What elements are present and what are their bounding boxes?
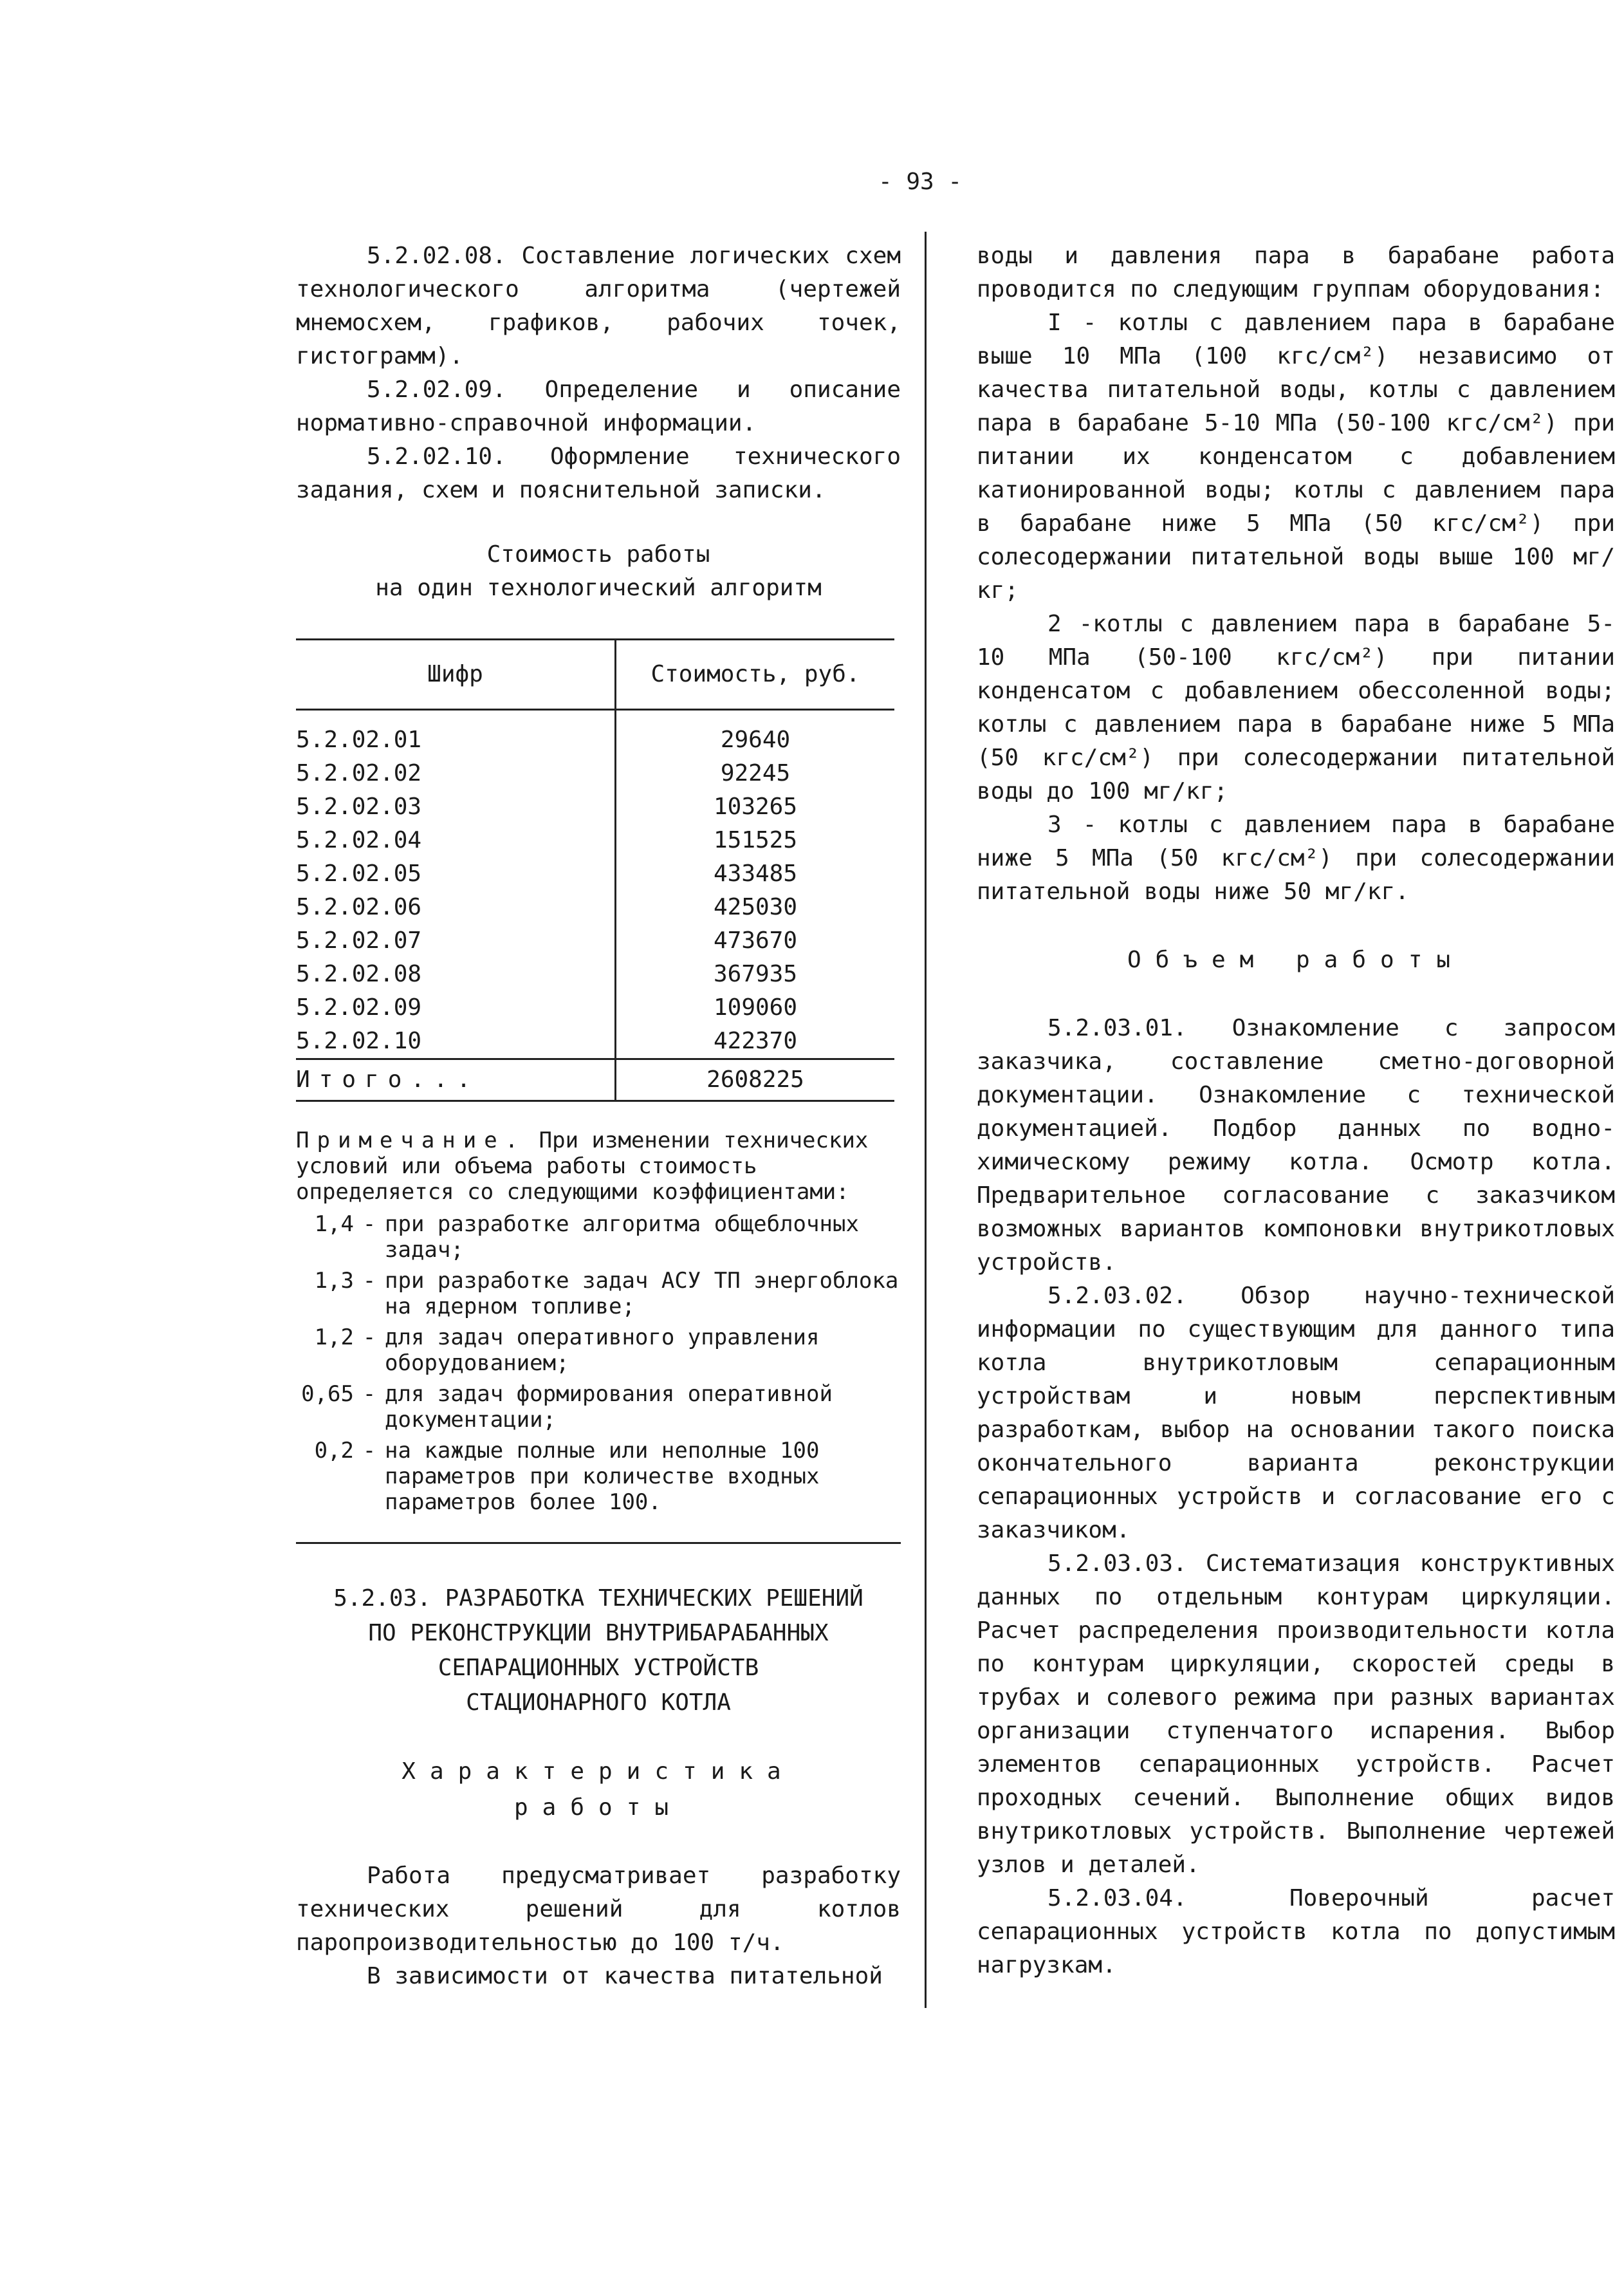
row-value: 425030 (713, 894, 798, 920)
row-value: 367935 (713, 961, 798, 987)
row-code: 5.2.02.05 (296, 857, 616, 891)
coefficient-value: 0,2 (314, 1438, 354, 1464)
equipment-group-3: 3 - котлы с давлением пара в барабане ниже 5 МПа (50 кгс/см²) при солесодержании питательной воды ниже 50 мг/кг. (977, 812, 1615, 905)
row-value: 103265 (713, 794, 798, 820)
row-value: 109060 (713, 994, 798, 1021)
equipment-group-1: I - котлы с давлением пара в барабане выше 10 МПа (100 кгс/см²) независимо от качества питательной воды, котлы с давлением пара в барабане 5-10 МПа (50-100 кгс/см²) при питании их конденсатом с добавлением катионированной воды; котлы с давлением пара в барабане ниже 5 МПа (50 кгс/см²) при солесодержании питательной воды выше 100 мг/кг; (977, 310, 1615, 604)
horizontal-rule (296, 1542, 901, 1544)
row-code: 5.2.02.03 (296, 790, 616, 824)
coefficient-value: 0,65 (301, 1381, 354, 1407)
note-intro (296, 1128, 901, 1205)
row-code: 5.2.02.04 (296, 824, 616, 857)
table-caption-line-2: на один технологический алгоритм (375, 575, 822, 601)
work-item-5-2-03-03: 5.2.03.03. Систематизация конструктивных данных по отдельным контурам циркуляции. Расчет распределения производительности котла по контурам циркуляции, скоростей среды в трубах и солевого режима при разных вариантах организации ступенчатого испарения. Выбор элементов сепарационных устройств. Расчет проходных сечений. Выполнение общих видов внутрикотловых устройств. Выполнение чертежей узлов и деталей. (977, 1550, 1615, 1878)
row-code: 5.2.02.07 (296, 924, 616, 958)
table-row (296, 757, 894, 790)
table-row (296, 857, 894, 891)
row-value: 92245 (720, 760, 791, 786)
work-item-5-2-03-02: 5.2.03.02. Обзор научно-технической информации по существующим для данного типа котла внутрикотловым сепарационным устройствам и новым перспективным разработкам, выбор на основании такого поиска окончательного варианта реконструкции сепарационных устройств и согласование его с заказчиком. (977, 1283, 1615, 1543)
column-divider (925, 232, 927, 2008)
dash: - (362, 1438, 376, 1464)
total-label: Итого... (296, 1059, 616, 1101)
row-code: 5.2.02.08 (296, 958, 616, 991)
coefficient-text: при разработке задач АСУ ТП энергоблока на ядерном топливе; (385, 1268, 899, 1319)
dash: - (362, 1381, 376, 1407)
note-coefficient-item (296, 1211, 901, 1263)
note-coefficient-item (296, 1438, 901, 1515)
subheading-line-2: работы (513, 1794, 683, 1821)
row-code: 5.2.02.02 (296, 757, 616, 790)
paragraph-5-2-02-10: 5.2.02.10. Оформление технического задания, схем и пояснительной записки. (296, 443, 901, 503)
subheading-line-1: Характеристика (401, 1758, 795, 1785)
table-caption-line-1: Стоимость работы (486, 541, 710, 568)
section-title-line-3: СЕПАРАЦИОННЫХ УСТРОЙСТВ (438, 1655, 759, 1681)
table-row (296, 1025, 894, 1059)
row-code: 5.2.02.06 (296, 891, 616, 924)
table-row (296, 710, 894, 757)
table-row (296, 991, 894, 1025)
paragraph-continuation: воды и давления пара в барабане работа проводится по следующим группам оборудования: (977, 243, 1615, 302)
table-total-row (296, 1059, 894, 1101)
table-row (296, 958, 894, 991)
row-value: 433485 (713, 860, 798, 887)
row-value: 473670 (713, 927, 798, 954)
dash: - (362, 1324, 376, 1350)
row-value: 29640 (720, 727, 791, 753)
coefficient-text: для задач оперативного управления оборудованием; (385, 1324, 820, 1376)
subheading-characteristic (296, 1754, 901, 1826)
paragraph-work-description: Работа предусматривает разработку технических решений для котлов паропроизводительностью до 100 т/ч. (296, 1863, 901, 1956)
left-column (296, 239, 901, 1993)
coefficient-value: 1,2 (314, 1324, 354, 1350)
row-code: 5.2.02.10 (296, 1025, 616, 1059)
paragraph-5-2-02-08: 5.2.02.08. Составление логических схем технологического алгоритма (чертежей мнемосхем, графиков, рабочих точек, гистограмм). (296, 243, 901, 369)
section-title-line-2: ПО РЕКОНСТРУКЦИИ ВНУТРИБАРАБАННЫХ (368, 1620, 829, 1646)
note-coefficient-item (296, 1324, 901, 1376)
table-row (296, 824, 894, 857)
note-text: При изменении технических условий или объема работы стоимость определяется со следующими коэффициентами: (296, 1128, 869, 1205)
work-item-5-2-03-01: 5.2.03.01. Ознакомление с запросом заказчика, составление сметно-договорной документации. Ознакомление с технической документацией. Подбор данных по водно-химическому режиму котла. Осмотр котла. Предварительное согласование с заказчиком возможных вариантов компоновки внутрикотловых устройств. (977, 1015, 1615, 1276)
equipment-group-2: 2 -котлы с давлением пара в барабане 5-10 МПа (50-100 кгс/см²) при питании конденсатом с добавлением обессоленной воды; котлы с давлением пара в барабане ниже 5 МПа (50 кгс/см²) при солесодержании питательной воды до 100 мг/кг; (977, 611, 1615, 804)
paragraph-dependence: В зависимости от качества питательной (367, 1963, 883, 1989)
coefficient-value: 1,3 (314, 1268, 354, 1294)
row-code: 5.2.02.09 (296, 991, 616, 1025)
note-coefficient-item (296, 1381, 901, 1433)
section-title (296, 1581, 901, 1720)
cost-table (296, 638, 894, 1102)
section-title-line-1: 5.2.03. РАЗРАБОТКА ТЕХНИЧЕСКИХ РЕШЕНИЙ (333, 1585, 863, 1612)
page-number: - 93 - (878, 169, 963, 195)
right-column (977, 239, 1615, 1982)
table-header-row (296, 640, 894, 710)
table-row (296, 924, 894, 958)
table-caption (296, 538, 901, 605)
dash: - (362, 1268, 376, 1294)
row-code: 5.2.02.01 (296, 710, 616, 757)
table-row (296, 790, 894, 824)
row-value: 422370 (713, 1028, 798, 1054)
row-value: 151525 (713, 827, 798, 853)
note-coefficient-list (296, 1211, 901, 1515)
coefficient-value: 1,4 (314, 1211, 354, 1237)
column-header-cost: Стоимость, руб. (616, 640, 895, 710)
coefficient-text: на каждые полные или неполные 100 параметров при количестве входных параметров более 100. (385, 1438, 820, 1515)
table-row (296, 891, 894, 924)
note (296, 1128, 901, 1515)
coefficient-text: при разработке алгоритма общеблочных задач; (385, 1211, 859, 1263)
note-head: Примечание. (296, 1128, 526, 1153)
work-item-5-2-03-04: 5.2.03.04. Поверочный расчет сепарационных устройств котла по допустимым нагрузкам. (977, 1885, 1615, 1978)
section-title-line-4: СТАЦИОНАРНОГО КОТЛА (466, 1689, 731, 1716)
note-coefficient-item (296, 1268, 901, 1319)
subheading-scope-of-work: Объем работы (1127, 947, 1465, 973)
column-header-code: Шифр (296, 640, 616, 710)
paragraph-5-2-02-09: 5.2.02.09. Определение и описание нормативно-справочной информации. (296, 376, 901, 436)
dash: - (362, 1211, 376, 1237)
coefficient-text: для задач формирования оперативной документации; (385, 1381, 833, 1433)
total-value: 2608225 (616, 1059, 895, 1101)
